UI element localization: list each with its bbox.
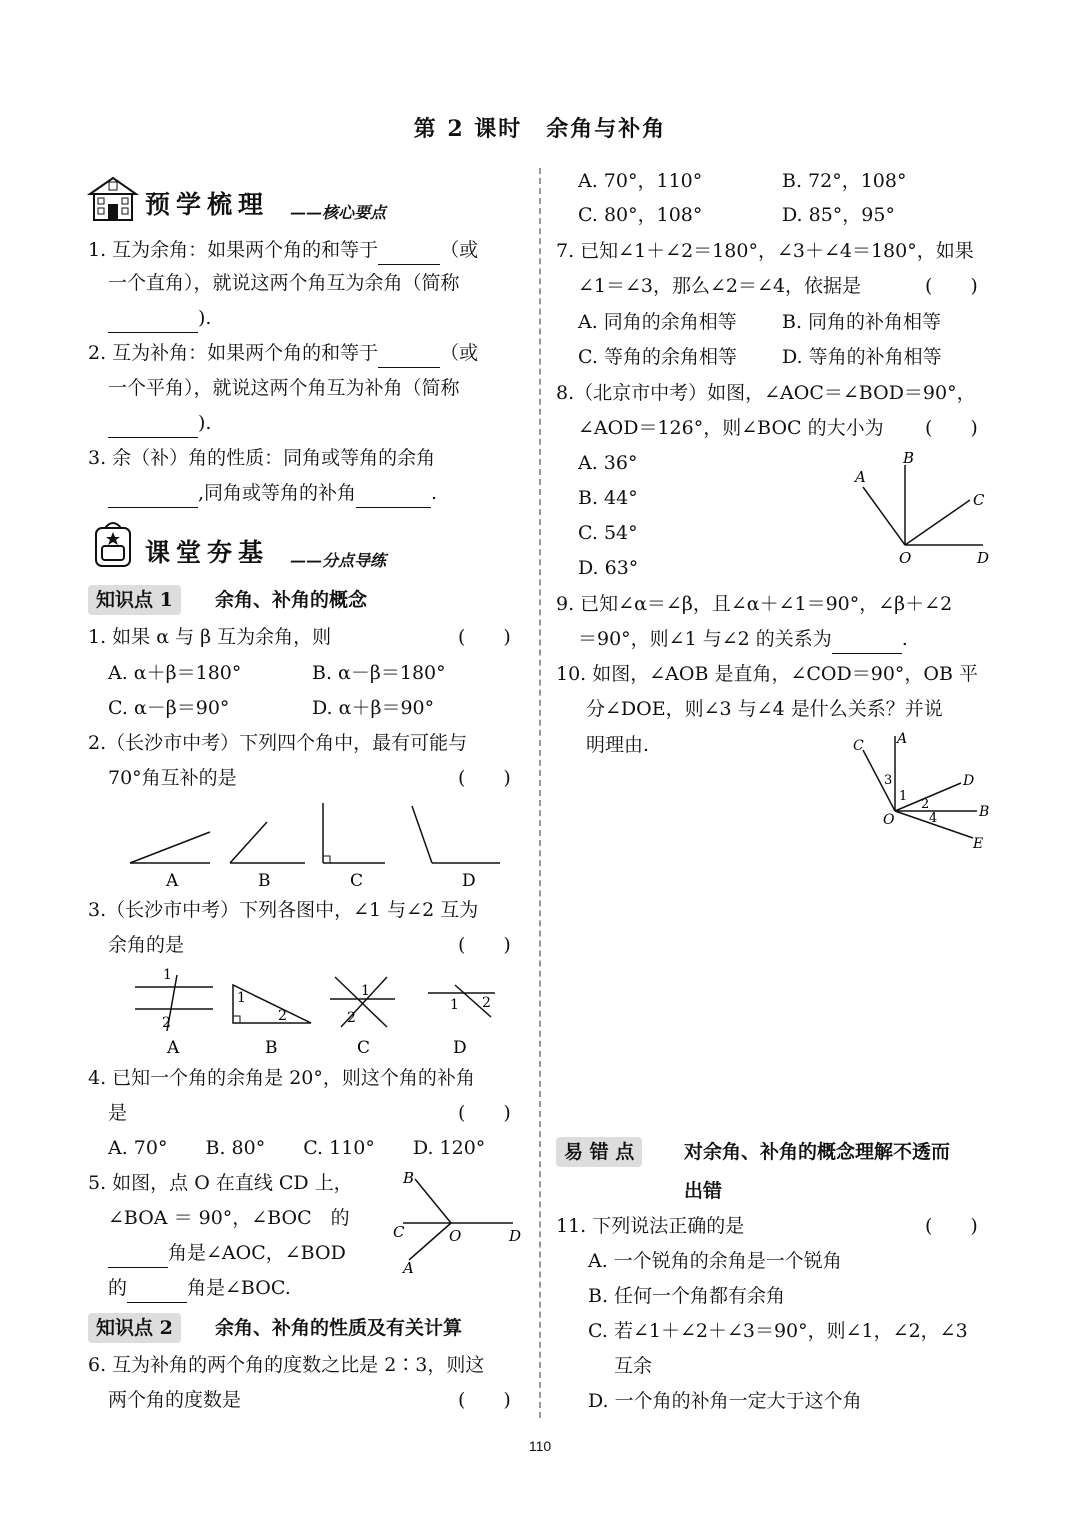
error-point-title-line1: 对余角、补角的概念理解不透而 [684, 1141, 951, 1163]
q1-stem: 1. 如果 α 与 β 互为余角，则 [88, 626, 332, 648]
svg-text:E: E [973, 836, 984, 852]
svg-text:C: C [973, 491, 985, 509]
q1-option-d: D. α＋β＝90° [312, 697, 435, 719]
column-divider [539, 168, 541, 1418]
q3-angle-figures [125, 965, 515, 1060]
svg-text:B: B [403, 1169, 415, 1187]
svg-text:2: 2 [162, 1015, 171, 1031]
svg-text:2: 2 [921, 797, 930, 812]
prestudy-item-2-line3: ). [108, 408, 211, 438]
q10-stem-line3: 明理由. [586, 734, 650, 756]
q8-stem-line1: 8.（北京市中考）如图，∠AOC＝∠BOD＝90°， [556, 382, 976, 404]
q1-option-c: C. α－β＝90° [108, 697, 230, 719]
svg-text:2: 2 [482, 995, 491, 1011]
q4-answer-paren: ( ) [458, 1102, 511, 1124]
prestudy-item-2-line1: 2. 互为补角：如果两个角的和等于 （或 [88, 338, 478, 368]
q1-option-b: B. α－β＝180° [312, 662, 446, 684]
q6-option-b: B. 72°，108° [782, 170, 907, 192]
prestudy-item-3-line1: 3. 余（补）角的性质：同角或等角的余角 [88, 447, 436, 469]
q4-stem-line2: 是 [108, 1102, 128, 1124]
q6-stem-line2: 两个角的度数是 [108, 1389, 242, 1411]
section-title-classroom: 课堂夯基 [145, 538, 270, 567]
knowledge-point-1-title: 余角、补角的概念 [215, 589, 368, 611]
q7-answer-paren: ( ) [925, 275, 978, 297]
svg-text:B: B [979, 804, 990, 820]
q7-stem-line1: 7. 已知∠1＋∠2＝180°，∠3＋∠4＝180°，如果 [556, 240, 974, 262]
q2-stem-line2: 70°角互补的是 [108, 767, 237, 789]
q6-option-c: C. 80°，108° [578, 204, 703, 226]
q11-option-b: B. 任何一个角都有余角 [588, 1285, 786, 1307]
svg-text:2: 2 [278, 1008, 287, 1024]
q11-option-c-line2: 互余 [614, 1355, 653, 1377]
q8-option-d: D. 63° [578, 557, 639, 579]
svg-text:3: 3 [884, 773, 893, 788]
svg-text:D: D [963, 773, 975, 789]
q10-figure [845, 728, 995, 853]
q3-stem-line1: 3.（长沙市中考）下列各图中，∠1 与∠2 互为 [88, 899, 479, 921]
svg-text:1: 1 [450, 997, 459, 1013]
q11-answer-paren: ( ) [925, 1215, 978, 1237]
q11-option-c-line1: C. 若∠1＋∠2＋∠3＝90°，则∠1，∠2，∠3 [588, 1320, 968, 1342]
q5-figure [385, 1165, 530, 1280]
q2-label-c: C [350, 871, 364, 891]
backpack-icon [88, 518, 138, 568]
q11-stem: 11. 下列说法正确的是 [556, 1215, 745, 1237]
q1-option-a: A. α＋β＝180° [108, 662, 242, 684]
svg-text:A: A [403, 1259, 414, 1277]
prestudy-item-1-line3: ). [108, 303, 211, 333]
q8-option-b: B. 44° [578, 487, 638, 509]
q7-option-d: D. 等角的补角相等 [782, 346, 942, 368]
q9-stem-line1: 9. 已知∠α＝∠β，且∠α＋∠1＝90°，∠β＋∠2 [556, 593, 953, 615]
q5-line1: 5. 如图，点 O 在直线 CD 上， [88, 1172, 353, 1194]
q2-answer-paren: ( ) [458, 767, 511, 789]
error-point-title-line2: 出错 [684, 1180, 723, 1202]
svg-text:2: 2 [347, 1010, 356, 1026]
q3-label-b: B [265, 1038, 278, 1058]
q2-angle-figures [120, 798, 520, 893]
svg-text:1: 1 [899, 789, 908, 804]
q5-line3: 角是∠AOC，∠BOD [108, 1238, 346, 1268]
q4-stem-line1: 4. 已知一个角的余角是 20°，则这个角的补角 [88, 1067, 475, 1089]
svg-text:A: A [855, 468, 866, 486]
section-subtitle-prestudy: ——核心要点 [290, 203, 387, 222]
svg-text:1: 1 [237, 990, 246, 1006]
svg-text:1: 1 [163, 967, 172, 983]
q8-option-c: C. 54° [578, 522, 638, 544]
q9-stem-line2: ＝90°，则∠1 与∠2 的关系为 . [578, 624, 908, 654]
q10-stem-line2: 分∠DOE，则∠3 与∠4 是什么关系？并说 [586, 698, 943, 720]
q11-option-a: A. 一个锐角的余角是一个锐角 [588, 1250, 842, 1272]
svg-text:D: D [977, 549, 990, 567]
section-title-prestudy: 预学梳理 [145, 190, 270, 219]
q4-options: A. 70° B. 80° C. 110° D. 120° [108, 1137, 486, 1159]
q8-answer-paren: ( ) [925, 417, 978, 439]
q6-answer-paren: ( ) [458, 1389, 511, 1411]
knowledge-point-2-badge: 知识点 2 [88, 1313, 181, 1343]
svg-text:B: B [903, 449, 915, 467]
q11-option-d: D. 一个角的补角一定大于这个角 [588, 1390, 862, 1412]
prestudy-item-1-line2: 一个直角），就说这两个角互为余角（简称 [108, 272, 460, 294]
q5-line4: 的 角是∠BOC. [108, 1273, 291, 1303]
q6-option-d: D. 85°，95° [782, 204, 895, 226]
q2-label-d: D [462, 871, 476, 891]
q6-stem-line1: 6. 互为补角的两个角的度数之比是 2∶3，则这 [88, 1354, 485, 1376]
q3-label-d: D [453, 1038, 467, 1058]
q2-stem-line1: 2.（长沙市中考）下列四个角中，最有可能与 [88, 732, 468, 754]
error-point-badge: 易 错 点 [556, 1137, 642, 1167]
q8-figure [845, 445, 995, 570]
q8-option-a: A. 36° [578, 452, 638, 474]
section-subtitle-classroom: ——分点导练 [290, 551, 387, 570]
svg-text:A: A [897, 731, 908, 747]
q7-option-b: B. 同角的补角相等 [782, 311, 942, 333]
knowledge-point-1-badge: 知识点 1 [88, 585, 181, 615]
q2-label-b: B [258, 871, 271, 891]
q7-stem-line2: ∠1＝∠3，那么∠2＝∠4，依据是 [578, 275, 862, 297]
q6-option-a: A. 70°，110° [578, 170, 703, 192]
school-house-icon [86, 172, 136, 222]
prestudy-item-1-line1: 1. 互为余角：如果两个角的和等于 （或 [88, 235, 478, 265]
svg-text:4: 4 [929, 811, 938, 826]
prestudy-item-2-line2: 一个平角），就说这两个角互为补角（简称 [108, 377, 460, 399]
svg-text:O: O [899, 549, 912, 567]
q7-option-a: A. 同角的余角相等 [578, 311, 737, 333]
q3-stem-line2: 余角的是 [108, 934, 185, 956]
q2-label-a: A [166, 871, 179, 891]
page-title: 第 2 课时 余角与补角 [413, 116, 667, 142]
q7-option-c: C. 等角的余角相等 [578, 346, 737, 368]
prestudy-item-3-line2: ,同角或等角的补角 . [108, 478, 437, 508]
q8-stem-line2: ∠AOD＝126°，则∠BOC 的大小为 [578, 417, 884, 439]
q3-answer-paren: ( ) [458, 934, 511, 956]
svg-text:1: 1 [361, 983, 370, 999]
q3-label-c: C [357, 1038, 371, 1058]
svg-text:O: O [449, 1227, 462, 1245]
q1-answer-paren: ( ) [458, 626, 511, 648]
svg-text:C: C [393, 1223, 405, 1241]
q3-label-a: A [167, 1038, 180, 1058]
svg-text:D: D [509, 1227, 522, 1245]
q5-line2: ∠BOA ＝ 90°，∠BOC 的 [108, 1207, 350, 1229]
q10-stem-line1: 10. 如图，∠AOB 是直角，∠COD＝90°，OB 平 [556, 663, 978, 685]
svg-text:C: C [853, 738, 864, 754]
svg-text:O: O [883, 812, 895, 828]
page-number: 110 [528, 1438, 552, 1454]
knowledge-point-2-title: 余角、补角的性质及有关计算 [215, 1317, 463, 1339]
